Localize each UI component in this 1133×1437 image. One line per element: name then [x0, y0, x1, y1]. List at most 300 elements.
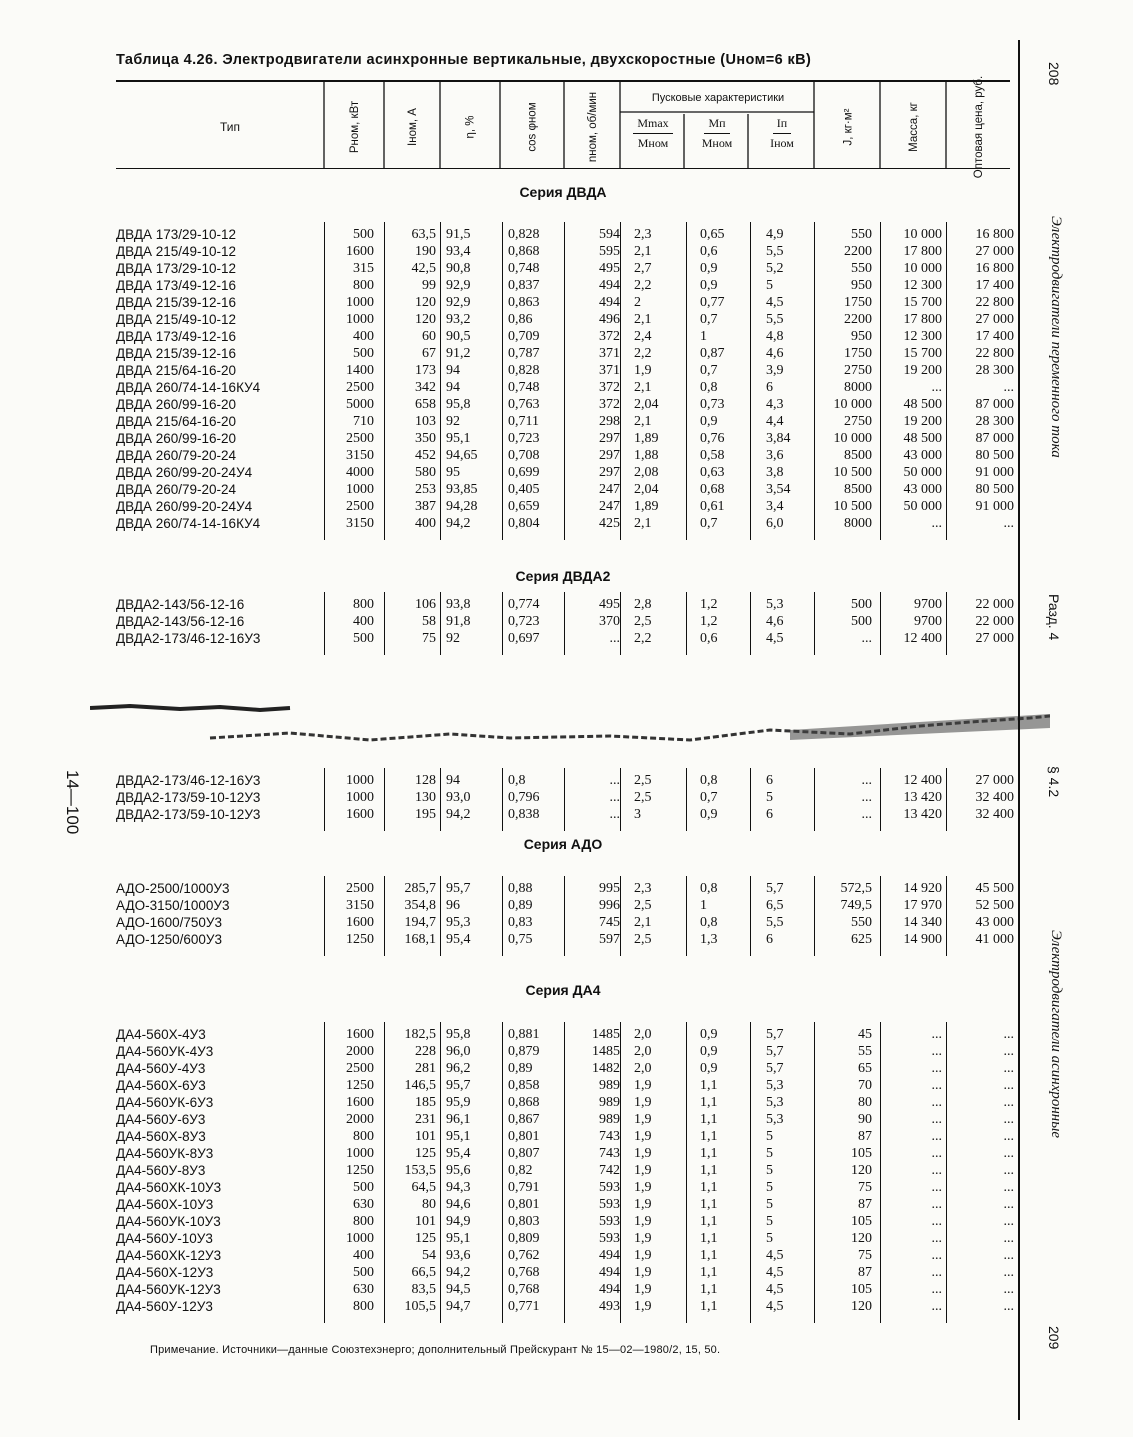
value-cell: 17 400: [975, 329, 1014, 344]
value-cell: 1482: [592, 1061, 620, 1076]
value-cell: 94: [446, 363, 460, 378]
value-cell: 17 800: [903, 312, 942, 327]
value-cell: 5,3: [766, 1095, 784, 1110]
table-row: [116, 226, 1014, 243]
value-cell: ...: [1003, 1027, 1014, 1042]
motor-type-cell: ДА4-560Х-12У3: [116, 1265, 214, 1280]
value-cell: 80 500: [975, 482, 1014, 497]
header-cos-phi: cos φном: [526, 102, 539, 152]
value-cell: 95,1: [446, 431, 471, 446]
motor-type-cell: ДВДА 215/64-16-20: [116, 363, 237, 378]
value-cell: 0,58: [700, 448, 725, 463]
motor-type-cell: ДВДА 260/99-16-20: [116, 431, 237, 446]
value-cell: 371: [599, 363, 620, 378]
value-cell: 3,4: [766, 499, 784, 514]
table-row: [116, 1213, 1014, 1230]
value-cell: 12 300: [903, 329, 942, 344]
value-cell: 5,7: [766, 881, 784, 896]
value-cell: 2500: [346, 881, 374, 896]
value-cell: 593: [599, 1214, 620, 1229]
value-cell: 96: [446, 898, 460, 913]
value-cell: 580: [415, 465, 436, 480]
motor-type-cell: ДВДА 215/64-16-20: [116, 414, 237, 429]
value-cell: 3150: [346, 448, 374, 463]
value-cell: 1,9: [634, 1197, 652, 1212]
motor-type-cell: ДА4-560УК-12У3: [116, 1282, 221, 1297]
value-cell: 94,5: [446, 1282, 471, 1297]
header-ip-ratio: Iп Iном: [770, 116, 794, 150]
value-cell: 2,2: [634, 278, 652, 293]
motor-type-cell: ДВДА 215/39-12-16: [116, 346, 237, 361]
value-cell: 350: [415, 431, 436, 446]
value-cell: 0,7: [700, 790, 718, 805]
value-cell: 5: [766, 1214, 773, 1229]
value-cell: ...: [1003, 1248, 1014, 1263]
table-section: [116, 184, 1014, 546]
value-cell: 496: [599, 312, 620, 327]
value-cell: 2000: [346, 1112, 374, 1127]
value-cell: 96,2: [446, 1061, 471, 1076]
value-cell: 4,6: [766, 346, 784, 361]
value-cell: ...: [931, 1129, 942, 1144]
value-cell: 0,768: [508, 1282, 540, 1297]
value-cell: 0,9: [700, 807, 718, 822]
value-cell: 43 000: [975, 915, 1014, 930]
value-cell: 2,5: [634, 614, 652, 629]
value-cell: ...: [931, 1061, 942, 1076]
value-cell: 500: [353, 1180, 374, 1195]
value-cell: ...: [1003, 1129, 1014, 1144]
value-cell: 2: [634, 295, 641, 310]
value-cell: 1,1: [700, 1214, 718, 1229]
value-cell: 800: [353, 1299, 374, 1314]
value-cell: 10 000: [903, 227, 942, 242]
value-cell: 2,1: [634, 244, 652, 259]
value-cell: 2,1: [634, 380, 652, 395]
value-cell: 1,1: [700, 1129, 718, 1144]
value-cell: 996: [599, 898, 620, 913]
value-cell: 4,5: [766, 1282, 784, 1297]
value-cell: 92,9: [446, 295, 471, 310]
value-cell: ...: [931, 1197, 942, 1212]
value-cell: 125: [415, 1146, 436, 1161]
value-cell: 9700: [914, 614, 942, 629]
value-cell: 0,771: [508, 1299, 540, 1314]
value-cell: 2,3: [634, 227, 652, 242]
value-cell: 2,0: [634, 1044, 652, 1059]
motor-type-cell: ДВДА 260/99-16-20: [116, 397, 237, 412]
value-cell: 1600: [346, 915, 374, 930]
value-cell: 120: [415, 312, 436, 327]
value-cell: 94: [446, 773, 460, 788]
value-cell: 425: [599, 516, 620, 531]
value-cell: 17 400: [975, 278, 1014, 293]
value-cell: 105: [851, 1146, 872, 1161]
value-cell: 0,763: [508, 397, 540, 412]
value-cell: 995: [599, 881, 620, 896]
value-cell: 105,5: [404, 1299, 436, 1314]
value-cell: 96,0: [446, 1044, 471, 1059]
motor-type-cell: ДА4-560УК-4У3: [116, 1044, 214, 1059]
table-row: [116, 1128, 1014, 1145]
value-cell: 597: [599, 932, 620, 947]
value-cell: 83,5: [411, 1282, 436, 1297]
value-cell: 75: [422, 631, 436, 646]
header-power: Pном, кВт: [349, 100, 361, 154]
table-row: [116, 1162, 1014, 1179]
value-cell: 400: [353, 1248, 374, 1263]
value-cell: 16 800: [975, 227, 1014, 242]
value-cell: 500: [353, 1265, 374, 1280]
value-cell: 95,8: [446, 397, 471, 412]
value-cell: 2500: [346, 431, 374, 446]
value-cell: 28 300: [975, 363, 1014, 378]
value-cell: ...: [1003, 1112, 1014, 1127]
value-cell: 0,9: [700, 414, 718, 429]
header-mass: Масса, кг: [908, 102, 920, 152]
value-cell: 372: [599, 397, 620, 412]
value-cell: 32 400: [975, 807, 1014, 822]
value-cell: 0,8: [700, 773, 718, 788]
value-cell: 87: [858, 1197, 872, 1212]
value-cell: 2,5: [634, 898, 652, 913]
motor-type-cell: ДА4-560У-8У3: [116, 1163, 206, 1178]
value-cell: 572,5: [840, 881, 872, 896]
value-cell: 0,711: [508, 414, 539, 429]
value-cell: ...: [1003, 1078, 1014, 1093]
value-cell: ...: [931, 1231, 942, 1246]
table-row: [116, 396, 1014, 413]
section-title: Серия АДО: [523, 836, 603, 852]
value-cell: 91 000: [975, 465, 1014, 480]
value-cell: 1400: [346, 363, 374, 378]
table-row: [116, 914, 1014, 931]
value-cell: 800: [353, 1214, 374, 1229]
value-cell: 105: [851, 1282, 872, 1297]
value-cell: 1,9: [634, 363, 652, 378]
value-cell: ...: [931, 1248, 942, 1263]
value-cell: 1000: [346, 1231, 374, 1246]
motor-type-cell: АДО-1600/750У3: [116, 915, 222, 930]
table-row: [116, 1094, 1014, 1111]
value-cell: 1,1: [700, 1146, 718, 1161]
table-row: [116, 498, 1014, 515]
value-cell: 0,723: [508, 431, 540, 446]
value-cell: 1,9: [634, 1299, 652, 1314]
value-cell: 50 000: [903, 499, 942, 514]
motor-type-cell: АДО-3150/1000У3: [116, 898, 230, 913]
value-cell: 1,9: [634, 1282, 652, 1297]
header-mmax-ratio: Mmax Mном: [622, 116, 684, 151]
value-cell: 0,8: [700, 881, 718, 896]
header-current: Iном, А: [406, 108, 419, 146]
value-cell: 1485: [592, 1027, 620, 1042]
value-cell: 1,1: [700, 1095, 718, 1110]
value-cell: 0,748: [508, 380, 540, 395]
value-cell: 2,1: [634, 414, 652, 429]
motor-type-cell: ДВДА 173/49-12-16: [116, 278, 237, 293]
motor-type-cell: ДВДА2-173/46-12-16У3: [116, 631, 261, 646]
value-cell: 298: [599, 414, 620, 429]
motor-type-cell: ДВДА 260/79-20-24: [116, 448, 237, 463]
value-cell: 95,4: [446, 1146, 471, 1161]
value-cell: 10 500: [833, 465, 872, 480]
value-cell: 93,4: [446, 244, 471, 259]
value-cell: 90,8: [446, 261, 471, 276]
value-cell: 2,1: [634, 312, 652, 327]
value-cell: 0,796: [508, 790, 540, 805]
value-cell: 1,9: [634, 1129, 652, 1144]
motor-type-cell: ДВДА2-143/56-12-16: [116, 597, 245, 612]
motor-type-cell: ДА4-560У-10У3: [116, 1231, 213, 1246]
value-cell: ...: [609, 773, 620, 788]
value-cell: 6: [766, 773, 773, 788]
value-cell: 1,9: [634, 1163, 652, 1178]
table-row: [116, 897, 1014, 914]
value-cell: 13 420: [903, 790, 942, 805]
value-cell: 2,5: [634, 932, 652, 947]
value-cell: 0,828: [508, 227, 540, 242]
value-cell: 0,868: [508, 244, 540, 259]
value-cell: 4,5: [766, 1265, 784, 1280]
value-cell: 103: [415, 414, 436, 429]
value-cell: 2,7: [634, 261, 652, 276]
motor-type-cell: ДА4-560У-12У3: [116, 1299, 213, 1314]
value-cell: 0,762: [508, 1248, 540, 1263]
value-cell: 13 420: [903, 807, 942, 822]
value-cell: 0,659: [508, 499, 540, 514]
value-cell: 54: [422, 1248, 436, 1263]
value-cell: 500: [353, 227, 374, 242]
value-cell: ...: [931, 380, 942, 395]
header-inertia: J, кг·м²: [842, 108, 854, 146]
value-cell: 12 400: [903, 773, 942, 788]
value-cell: 94,2: [446, 1265, 471, 1280]
motor-type-cell: ДА4-560УК-8У3: [116, 1146, 214, 1161]
value-cell: 0,838: [508, 807, 540, 822]
value-cell: 50 000: [903, 465, 942, 480]
value-cell: 2,5: [634, 773, 652, 788]
motor-type-cell: ДВДА 260/74-14-16КУ4: [116, 516, 261, 531]
value-cell: ...: [931, 1078, 942, 1093]
value-cell: 0,86: [508, 312, 533, 327]
motor-type-cell: ДВДА 215/49-10-12: [116, 312, 237, 327]
value-cell: 989: [599, 1112, 620, 1127]
value-cell: 231: [415, 1112, 436, 1127]
value-cell: 93,0: [446, 790, 471, 805]
value-cell: 0,828: [508, 363, 540, 378]
value-cell: 0,9: [700, 1044, 718, 1059]
value-cell: ...: [931, 1095, 942, 1110]
value-cell: 342: [415, 380, 436, 395]
value-cell: 120: [851, 1231, 872, 1246]
value-cell: 285,7: [404, 881, 436, 896]
value-cell: 0,7: [700, 363, 718, 378]
value-cell: 75: [858, 1180, 872, 1195]
value-cell: 15 700: [903, 295, 942, 310]
value-cell: 43 000: [903, 482, 942, 497]
value-cell: 5: [766, 1163, 773, 1178]
value-cell: 1,9: [634, 1078, 652, 1093]
table-section: [116, 568, 1014, 661]
value-cell: 743: [599, 1146, 620, 1161]
value-cell: 1,1: [700, 1078, 718, 1093]
value-cell: 8500: [844, 482, 872, 497]
value-cell: 5,5: [766, 244, 784, 259]
value-cell: 5,3: [766, 597, 784, 612]
value-cell: 495: [599, 597, 620, 612]
value-cell: 370: [599, 614, 620, 629]
value-cell: 99: [422, 278, 436, 293]
value-cell: 630: [353, 1197, 374, 1212]
value-cell: 185: [415, 1095, 436, 1110]
value-cell: 80: [858, 1095, 872, 1110]
value-cell: 2,0: [634, 1027, 652, 1042]
table-row: [116, 1264, 1014, 1281]
table-row: [116, 413, 1014, 430]
value-cell: ...: [1003, 1163, 1014, 1178]
motor-type-cell: ДА4-560Х-8У3: [116, 1129, 206, 1144]
value-cell: 95,9: [446, 1095, 471, 1110]
value-cell: 1,2: [700, 597, 718, 612]
value-cell: 0,803: [508, 1214, 540, 1229]
value-cell: 658: [415, 397, 436, 412]
value-cell: 1,9: [634, 1180, 652, 1195]
value-cell: 1250: [346, 1163, 374, 1178]
value-cell: 8000: [844, 380, 872, 395]
value-cell: 0,8: [700, 380, 718, 395]
value-cell: 354,8: [404, 898, 436, 913]
value-cell: 1250: [346, 932, 374, 947]
value-cell: 0,809: [508, 1231, 540, 1246]
value-cell: 12 300: [903, 278, 942, 293]
value-cell: 8500: [844, 448, 872, 463]
value-cell: 550: [851, 227, 872, 242]
value-cell: 64,5: [411, 1180, 436, 1195]
value-cell: 94,6: [446, 1197, 471, 1212]
value-cell: 495: [599, 261, 620, 276]
value-cell: 0,8: [700, 915, 718, 930]
value-cell: ...: [1003, 1299, 1014, 1314]
value-cell: 297: [599, 465, 620, 480]
value-cell: 3,84: [766, 431, 791, 446]
value-cell: 95,1: [446, 1231, 471, 1246]
value-cell: 0,7: [700, 312, 718, 327]
section-title: Серия ДВДА: [519, 184, 607, 200]
value-cell: ...: [931, 1044, 942, 1059]
value-cell: 5,5: [766, 312, 784, 327]
value-cell: ...: [1003, 1061, 1014, 1076]
value-cell: 2,04: [634, 397, 659, 412]
value-cell: 22 000: [975, 614, 1014, 629]
table-section: [116, 982, 1014, 1329]
value-cell: 1,9: [634, 1248, 652, 1263]
value-cell: 500: [851, 597, 872, 612]
value-cell: 494: [599, 1265, 620, 1280]
table-row: [116, 311, 1014, 328]
value-cell: 94,28: [446, 499, 478, 514]
value-cell: 28 300: [975, 414, 1014, 429]
value-cell: 710: [353, 414, 374, 429]
table-row: [116, 613, 1014, 630]
page-number-bottom: 209: [1046, 1326, 1062, 1350]
value-cell: 228: [415, 1044, 436, 1059]
header-start-characteristics: Пусковые характеристики: [651, 92, 785, 104]
value-cell: 130: [415, 790, 436, 805]
value-cell: 95: [446, 465, 460, 480]
value-cell: ...: [931, 1146, 942, 1161]
value-cell: 9700: [914, 597, 942, 612]
value-cell: 94,2: [446, 516, 471, 531]
header-bottom-rule: [116, 168, 1010, 169]
value-cell: ...: [931, 1214, 942, 1229]
value-cell: 400: [415, 516, 436, 531]
value-cell: 372: [599, 380, 620, 395]
value-cell: 1000: [346, 312, 374, 327]
value-cell: 5: [766, 790, 773, 805]
value-cell: 4,5: [766, 295, 784, 310]
table-row: [116, 430, 1014, 447]
value-cell: 1: [700, 329, 707, 344]
value-cell: 2,0: [634, 1061, 652, 1076]
value-cell: 94,65: [446, 448, 478, 463]
value-cell: 494: [599, 1282, 620, 1297]
value-cell: 2,2: [634, 631, 652, 646]
value-cell: ...: [861, 807, 872, 822]
value-cell: 173: [415, 363, 436, 378]
motor-type-cell: АДО-1250/600У3: [116, 932, 222, 947]
value-cell: 94,3: [446, 1180, 471, 1195]
value-cell: ...: [1003, 1095, 1014, 1110]
value-cell: 101: [415, 1214, 436, 1229]
value-cell: 0,76: [700, 431, 725, 446]
table-row: [116, 596, 1014, 613]
value-cell: 1600: [346, 244, 374, 259]
value-cell: 0,89: [508, 1061, 533, 1076]
value-cell: 500: [353, 631, 374, 646]
table-row: [116, 880, 1014, 897]
value-cell: 0,82: [508, 1163, 533, 1178]
value-cell: 0,6: [700, 244, 718, 259]
value-cell: 6,5: [766, 898, 784, 913]
value-cell: 6: [766, 807, 773, 822]
header-mp-ratio: Mп Mном: [701, 116, 733, 150]
value-cell: 1,9: [634, 1265, 652, 1280]
value-cell: 2,4: [634, 329, 652, 344]
value-cell: 41 000: [975, 932, 1014, 947]
table-row: [116, 931, 1014, 948]
value-cell: ...: [1003, 380, 1014, 395]
value-cell: 52 500: [975, 898, 1014, 913]
value-cell: 1000: [346, 1146, 374, 1161]
value-cell: ...: [1003, 1231, 1014, 1246]
value-cell: ...: [1003, 1146, 1014, 1161]
value-cell: 195: [415, 807, 436, 822]
motor-type-cell: ДВДА2-173/59-10-12У3: [116, 807, 261, 822]
value-cell: 10 500: [833, 499, 872, 514]
value-cell: 48 500: [903, 431, 942, 446]
value-cell: 0,6: [700, 631, 718, 646]
table-row: [116, 362, 1014, 379]
value-cell: 0,65: [700, 227, 725, 242]
value-cell: ...: [931, 516, 942, 531]
value-cell: 387: [415, 499, 436, 514]
value-cell: 2,04: [634, 482, 659, 497]
value-cell: 1250: [346, 1078, 374, 1093]
value-cell: 800: [353, 597, 374, 612]
table-row: [116, 1247, 1014, 1264]
value-cell: 3,6: [766, 448, 784, 463]
